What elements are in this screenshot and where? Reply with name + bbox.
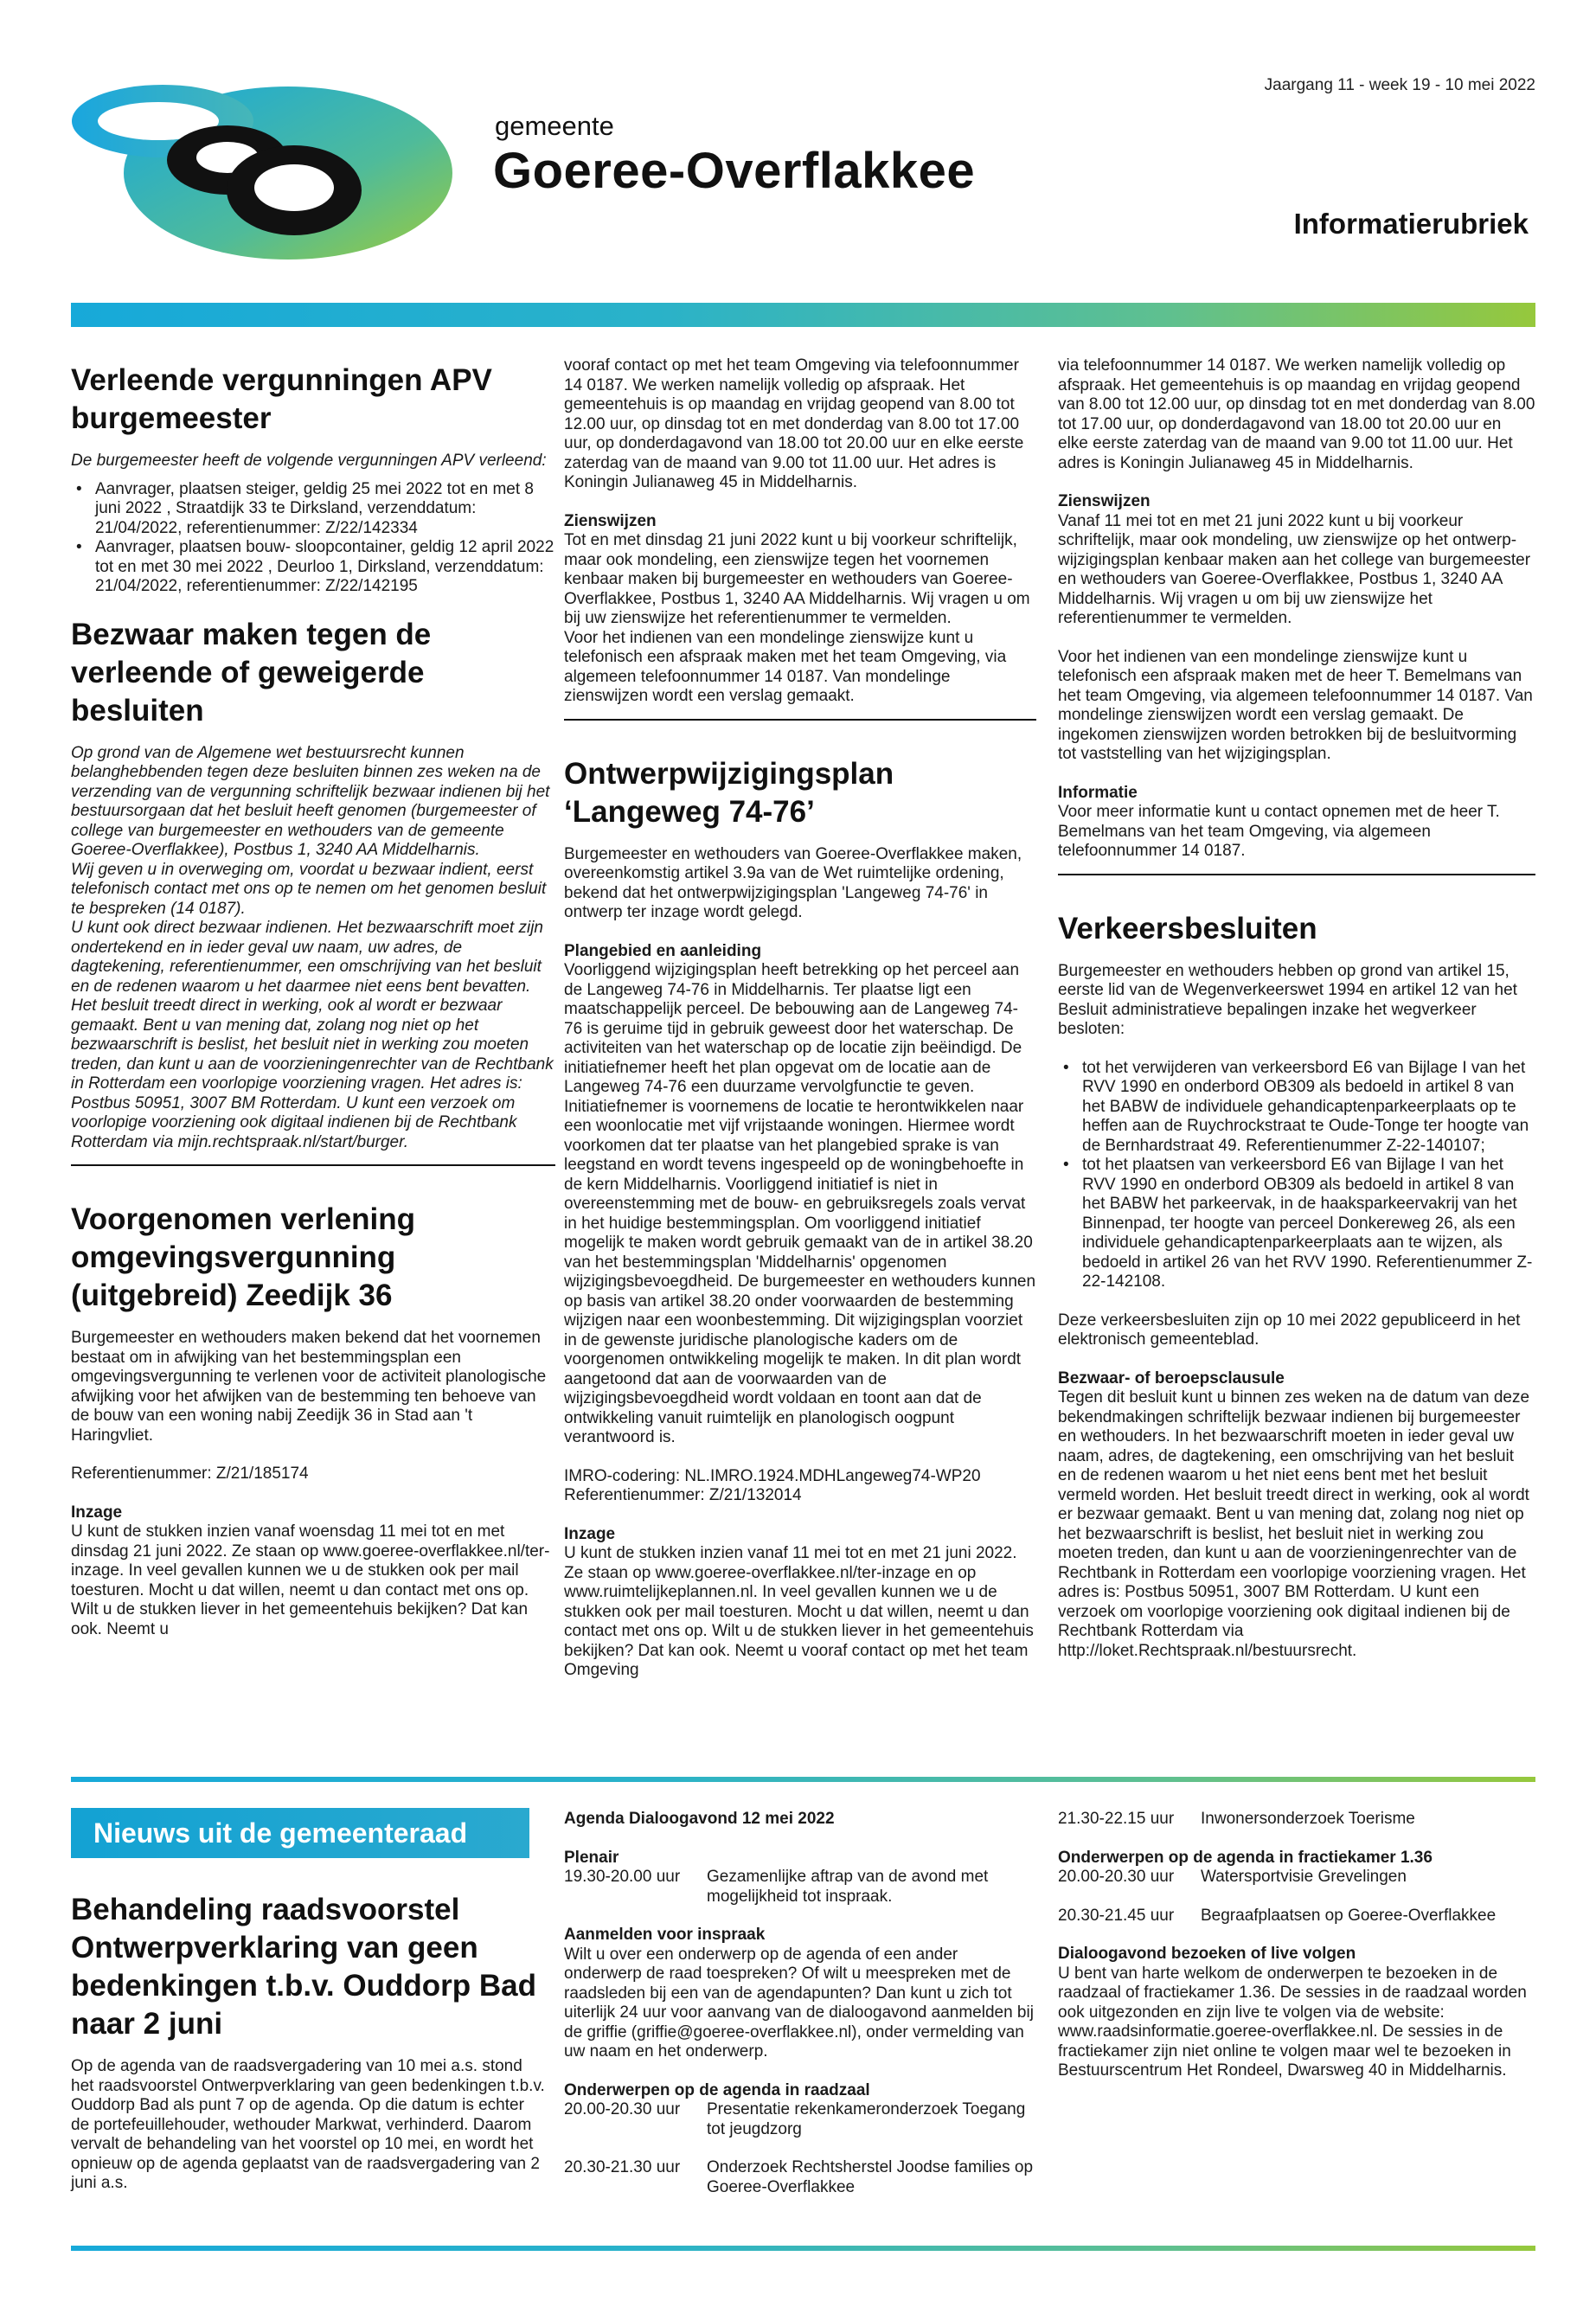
inzage-paragraph: U kunt de stukken inzien vanaf 11 mei tot en met 21 juni 2022. Ze staan op www.goeree-overflakkee.nl/ter-inzage en op www.ruimtelijkeplannen.nl. In veel gevallen kunnen we u de stukken ook per mail toesturen. Mocht u dat willen, neemt u dan contact met ons op. Wilt u de stukken liever in het gemeentehuis bekijken? Dat kan ook. Neemt u vooraf contact op met het team Omgeving: [564, 1544, 1034, 1679]
live-paragraph: U bent van harte welkom de onderwerpen te bezoeken in de raadzaal of fractiekamer 1.36. De sessies in de raadzaal worden ook uitgezonden en zijn live te volgen via de website: www.raadsinformatie.goeree-overflakkee.nl. De sessies in de fractiekamer zijn niet online te volgen maar wel te bezoeken in Bestuurscentrum Het Rondeel, Dwarsweg 40 in Middelharnis.: [1058, 1964, 1527, 2080]
zeedijk-heading: Voorgenomen verlening omgevingsvergunning (uitgebreid) Zeedijk 36: [71, 1202, 416, 1312]
raadzaal-heading: Onderwerpen op de agenda in raadzaal: [564, 2080, 870, 2099]
plangebied-heading: Plangebied en aanleiding: [564, 941, 762, 960]
bezwaar-paragraph: Op grond van de Algemene wet bestuursrecht kunnen belanghebbenden tegen deze besluiten binnen zes weken na de verzending van de vergunning schriftelijk bezwaar indienen bij het bestuursorgaan dat het besluit heeft genomen (burgemeester of college van burgemeester en wethouders van de gemeente Goeree-Overflakkee), Postbus 1, 3240 AA Middelharnis.: [71, 743, 550, 859]
bezwaar-paragraph: Wij geven u in overweging om, voordat u bezwaar indient, eerst telefonisch contact met ons op te nemen om het genomen besluit te bespreken (14 0187).: [71, 860, 547, 918]
section-divider: [71, 1164, 555, 1166]
agenda-time: 20.30-21.45 uur: [1058, 1906, 1175, 1925]
fractie-heading: Onderwerpen op de agenda in fractiekamer 1.36: [1058, 1848, 1433, 1867]
zeedijk-inzage-paragraph: U kunt de stukken inzien vanaf woensdag 11 mei tot en met dinsdag 21 juni 2022. Ze staan op www.goeree-overflakkee.nl/ter-inzage. In veel gevallen kunnen we u de stukken ook per mail toesturen. Mocht u dat willen, neemt u dan contact met ons op. Wilt u de stukken liever in het gemeentehuis bekijken? Dat kan ook. Neemt u: [71, 1522, 550, 1638]
zienswijzen-heading: Zienswijzen: [564, 511, 657, 530]
zienswijzen-paragraph: Vanaf 11 mei tot en met 21 juni 2022 kunt u bij voorkeur schriftelijk, maar ook mondeling, uw zienswijze op het ontwerp-wijzigingsplan kenbaar maken aan het college van burgemeester en wethouders van Goeree-Overflakkee, Postbus 1, 3240 AA Middelharnis. Wij vragen u om bij uw zienswijze het referentienummer te vermelden.: [1058, 511, 1531, 627]
column-1: [71, 362, 555, 1639]
apv-list: [71, 480, 555, 597]
gemeente-logo: [67, 74, 457, 264]
agenda-column-2: [1058, 1810, 1535, 2081]
verkeer-list: [1058, 1059, 1535, 1292]
section-title: Informatierubriek: [1293, 208, 1529, 240]
zeedijk-inzage-heading: Inzage: [71, 1503, 123, 1522]
agenda-topic: Onderzoek Rechtsherstel Joodse families op Goeree-Overflakkee: [707, 2158, 1034, 2196]
agenda-heading: Agenda Dialoogavond 12 mei 2022: [564, 1810, 835, 1828]
section-divider: [1058, 874, 1535, 875]
beroep-heading: Bezwaar- of beroepsclausule: [1058, 1368, 1285, 1388]
agenda-time: 20.00-20.30 uur: [564, 2100, 681, 2118]
top-color-bar: [71, 303, 1535, 327]
inzage-heading: Inzage: [564, 1524, 616, 1543]
agenda-time: 20.00-20.30 uur: [1058, 1868, 1175, 1886]
raad-news-banner: Nieuws uit de gemeenteraad: [71, 1808, 529, 1858]
agenda-topic: Begraafplaatsen op Goeree-Overflakkee: [1201, 1906, 1497, 1925]
column-2: [564, 356, 1036, 1681]
zienswijzen-heading: Zienswijzen: [1058, 492, 1151, 510]
section-divider: [564, 719, 1036, 721]
zeedijk-reference: Referentienummer: Z/21/185174: [71, 1465, 309, 1483]
brand-name: Goeree-Overflakkee: [493, 143, 976, 199]
column-3: [1058, 356, 1535, 1661]
agenda-row: [1058, 1907, 1535, 1926]
raad-article: [71, 1891, 547, 2194]
bottom-color-bar: [71, 2246, 1535, 2251]
raad-paragraph: Op de agenda van de raadsvergadering van 10 mei a.s. stond het raadsvoorstel Ontwerpverklaring van geen bedenkingen t.b.v. Ouddorp Bad als punt 7 op de agenda. Op die datum is echter de portefeuillehouder, wethouder Markwat, verhinderd. Daarom vervalt de behandeling van het voorstel op 10 mei, en wordt het opnieuw op de agenda geplaatst van de raadsvergadering van 2 juni a.s.: [71, 2057, 545, 2192]
list-item: • Aanvrager, plaatsen steiger, geldig 25 mei 2022 tot en met 8 juni 2022 , Straatdijk 33 te Dirksland, verzenddatum: 21/04/2022, referentienummer: Z/22/142334: [71, 480, 555, 539]
zienswijzen-paragraph: Voor het indienen van een mondelinge zienswijze kunt u telefonisch een afspraak maken met de heer T. Bemelmans van het team Omgeving, via algemeen telefoonnummer 14 0187. Van mondelinge zienswijzen wordt een verslag gemaakt. De ingekomen zienswijzen worden betrokken bij de besluitvorming tot vaststelling van het wijzigingsplan.: [1058, 647, 1533, 763]
bezwaar-paragraph: Het besluit treedt direct in werking, ook al wordt er bezwaar gemaakt. Bent u van mening dat, zolang nog niet op het bezwaarschrift is beslist, het besluit niet in werking zou moeten treden, dan kunt u aan de voorzieningenrechter van de Rechtbank in Rotterdam een voorlopige voorziening vragen. Het adres is: Postbus 50951, 3007 BM Rotterdam. U kunt een verzoek om voorlopige voorziening ook digitaal indienen bij de Rechtbank Rotterdam via mijn.rechtspraak.nl/start/burger.: [71, 997, 554, 1151]
inspraak-paragraph: Wilt u over een onderwerp op de agenda of een ander onderwerp de raad toespreken? Of wilt u meespreken met de raadsleden bij een van de agendapunten? Dan kunt u zich tot uiterlijk 24 uur voor aanvang van de dialoogavond aanmelden bij de griffie (griffie@goeree-overflakkee.nl), onder vermelding van uw naam en het onderwerp.: [564, 1945, 1034, 2061]
apv-heading: Verleende vergunningen APV burgemeester: [71, 363, 492, 435]
verkeersbesluiten-heading: Verkeersbesluiten: [1058, 911, 1317, 945]
raad-heading: Behandeling raadsvoorstel Ontwerpverklaring van geen bedenkingen t.b.v. Ouddorp Bad naar 2 juni: [71, 1893, 536, 2041]
agenda-topic: Inwonersonderzoek Toerisme: [1201, 1810, 1415, 1828]
zienswijzen-paragraph: Tot en met dinsdag 21 juni 2022 kunt u bij voorkeur schriftelijk, maar ook mondeling, een zienswijze tegen het voornemen kenbaar maken bij burgemeester en wethouders van Goeree-Overflakkee, Postbus 1, 3240 AA Middelharnis. Wij vragen u om bij uw zienswijze het referentienummer te vermelden.: [564, 531, 1030, 627]
bezwaar-heading: Bezwaar maken tegen de verleende of geweigerde besluiten: [71, 617, 432, 727]
mid-color-bar: [71, 1777, 1535, 1782]
agenda-topic: Presentatie rekenkameronderzoek Toegang tot jeugdzorg: [707, 2100, 1026, 2138]
issue-date: Jaargang 11 - week 19 - 10 mei 2022: [1264, 76, 1535, 94]
beroep-paragraph: Tegen dit besluit kunt u binnen zes weken na de datum van deze bekendmakingen schriftelijk bezwaar indienen bij burgemeester en wethouders. In het bezwaarschrift moeten in ieder geval uw naam, adres, de dagtekening, een omschrijving van het besluit en de redenen waarom u het niet eens bent met het besluit vermeld worden. Het besluit treedt direct in werking, ook al wordt er bezwaar gemaakt. Bent u van mening dat, zolang nog niet op het bezwaarschrift is beslist, het besluit niet in werking zou moeten treden, dan kunt u aan de voorzieningenrechter van de Rechtbank in Rotterdam een voorlopige voorziening vragen. Het adres is: Postbus 50951, 3007 BM Rotterdam. U kunt een verzoek om voorlopige voorziening ook digitaal indienen bij de Rechtbank Rotterdam via http://loket.Rechtspraak.nl/bestuursrecht.: [1058, 1388, 1530, 1660]
inspraak-heading: Aanmelden voor inspraak: [564, 1926, 766, 1944]
list-item: • tot het plaatsen van verkeersbord E6 van Bijlage I van het RVV 1990 en onderbord OB309 als bedoeld in artikel 8 van het BABW het parkeervak, in de haaksparkeervakrij van het Binnenpad, ter hoogte van perceel Donkereweg 26, als een individuele gehandicaptenparkeerplaats aan te wijzen, als bedoeld in artikel 26 van het RVV 1990. Referentienummer Z-22-142108.: [1058, 1156, 1535, 1292]
agenda-topic: Watersportvisie Grevelingen: [1201, 1868, 1407, 1886]
agenda-time: 21.30-22.15 uur: [1058, 1810, 1175, 1828]
imro-code: IMRO-codering: NL.IMRO.1924.MDHLangeweg74-WP20: [564, 1466, 981, 1485]
masthead: [0, 0, 1596, 303]
agenda-row: [564, 1868, 1036, 1907]
apv-intro: De burgemeester heeft de volgende vergunningen APV verleend:: [71, 452, 547, 470]
agenda-time: 20.30-21.30 uur: [564, 2158, 681, 2176]
agenda-row: [564, 2100, 1036, 2139]
live-heading: Dialoogavond bezoeken of live volgen: [1058, 1945, 1356, 1963]
plenair-heading: Plenair: [564, 1848, 619, 1867]
agenda-row: [564, 2158, 1036, 2197]
ontwerpwijzigingsplan-heading: Ontwerpwijzigingsplan ‘Langeweg 74-76’: [564, 756, 894, 829]
zienswijzen-paragraph: Voor het indienen van een mondelinge zienswijze kunt u telefonisch een afspraak maken met het team Omgeving, via algemeen telefoonnummer 14 0187. Van mondelinge zienswijzen wordt een verslag gemaakt.: [564, 628, 1007, 705]
brand-gemeente: gemeente: [495, 111, 614, 141]
agenda-column: [564, 1810, 1036, 2197]
verkeer-intro: Burgemeester en wethouders hebben op grond van artikel 15, eerste lid van de Wegenverkeerswet 1994 en artikel 12 van het Besluit administratieve bepalingen inzake het wegverkeer besloten:: [1058, 961, 1517, 1038]
agenda-row: [1058, 1868, 1535, 1888]
agenda-row: [1058, 1810, 1535, 1830]
continued-paragraph: vooraf contact op met het team Omgeving via telefoonnummer 14 0187. We werken namelijk volledig op afspraak. Het gemeentehuis is op maandag en vrijdag geopend van 8.00 tot 12.00 uur, op dinsdag tot en met donderdag van 8.00 tot 17.00 uur, op donderdagavond van 18.00 tot 20.00 uur en elke eerste zaterdag van de maand van 9.00 tot 11.00 uur. Het adres is Koningin Julianaweg 45 in Middelharnis.: [564, 356, 1024, 491]
bezwaar-paragraph: U kunt ook direct bezwaar indienen. Het bezwaarschrift moet zijn ondertekend en in ieder geval uw naam, uw adres, de dagtekening, referentienummer, een omschrijving van het besluit en de redenen waarom u het daarmee niet eens bent bevatten.: [71, 919, 543, 996]
agenda-topic: Gezamenlijke aftrap van de avond met mogelijkheid tot inspraak.: [707, 1868, 989, 1906]
zeedijk-paragraph: Burgemeester en wethouders maken bekend dat het voornemen bestaat om in afwijking van het bestemmingsplan een omgevingsvergunning te verlenen voor de activiteit planologische afwijking voor het afwijken van de bestemming ten behoeve van de bouw van een woning nabij Zeedijk 36 in Stad aan 't Haringvliet.: [71, 1329, 547, 1445]
informatie-paragraph: Voor meer informatie kunt u contact opnemen met de heer T. Bemelmans van het team Omgeving, via algemeen telefoonnummer 14 0187.: [1058, 803, 1500, 860]
verkeer-publication: Deze verkeersbesluiten zijn op 10 mei 2022 gepubliceerd in het elektronisch gemeenteblad.: [1058, 1311, 1521, 1349]
reference-number: Referentienummer: Z/21/132014: [564, 1486, 802, 1504]
informatie-heading: Informatie: [1058, 783, 1138, 802]
agenda-time: 19.30-20.00 uur: [564, 1868, 681, 1886]
list-item: • Aanvrager, plaatsen bouw- sloopcontainer, geldig 12 april 2022 tot en met 30 mei 2022 , Deurloo 1, Dirksland, verzenddatum: 21/04/2022, referentienummer: Z/22/142195: [71, 538, 555, 597]
list-item: • tot het verwijderen van verkeersbord E6 van Bijlage I van het RVV 1990 en onderbord OB309 als bedoeld in artikel 8 van het BABW de individuele gehandicaptenparkeerplaats op te heffen aan de Ruychrockstraat te Oude-Tonge ter hoogte van de Bernhardstraat 49. Referentienummer Z-22-140107;: [1058, 1059, 1535, 1157]
continued-paragraph: via telefoonnummer 14 0187. We werken namelijk volledig op afspraak. Het gemeentehuis is op maandag en vrijdag geopend van 8.00 tot 12.00 uur, op dinsdag tot en met donderdag van 8.00 tot 17.00 uur, op donderdagavond van 18.00 tot 20.00 uur en elke eerste zaterdag van de maand van 9.00 tot 11.00 uur. Het adres is Koningin Julianaweg 45 in Middelharnis.: [1058, 356, 1535, 472]
plangebied-paragraph: Voorliggend wijzigingsplan heeft betrekking op het perceel aan de Langeweg 74-76 in Middelharnis. Ter plaatse ligt een maatschappelijk perceel. De bebouwing aan de Langeweg 74-76 is geruime tijd in gebruik geweest door het waterschap. De activiteiten van het waterschap op de locatie zijn beëindigd. De initiatiefnemer heeft het plan opgevat om de locatie aan de Langeweg 74-76 een duurzame vervolgfunctie te geven. Initiatiefnemer is voornemens de locatie te herontwikkelen naar een woonlocatie met vijf vrijstaande woningen. Hiermee wordt voorkomen dat ter plaatse van het plangebied sprake is van leegstand en wordt tevens ingespeeld op de woningbehoefte in de kern Middelharnis. Voorliggend initiatief is niet in overeenstemming met de bouw- en gebruiksregels zoals vervat in het huidige bestemmingsplan. Om voorliggend initiatief mogelijk te maken wordt gebruik gemaakt van de in artikel 38.20 van het bestemmingsplan 'Middelharnis' opgenomen wijzigingsbevoegdheid. De burgemeester en wethouders kunnen op basis van artikel 38.20 onder voorwaarden de bestemming wijzigen naar een woonbestemming. Dit wijzigingsplan voorziet in de gewenste juridische planologische kaders om de voorgenomen ontwikkeling mogelijk te maken. In dit plan wordt aangetoond dat aan de voorwaarden van de wijzigingsbevoegdheid wordt voldaan en toont aan dat de ontwikkeling vanuit ruimtelijk en planologisch oogpunt verantwoord is.: [564, 961, 1036, 1446]
ontwerpwijzigingsplan-intro: Burgemeester en wethouders van Goeree-Overflakkee maken, overeenkomstig artikel 3.9a van de Wet ruimtelijke ordening, bekend dat het ontwerpwijzigingsplan 'Langeweg 74-76' in ontwerp ter inzage wordt gelegd.: [564, 844, 1022, 921]
